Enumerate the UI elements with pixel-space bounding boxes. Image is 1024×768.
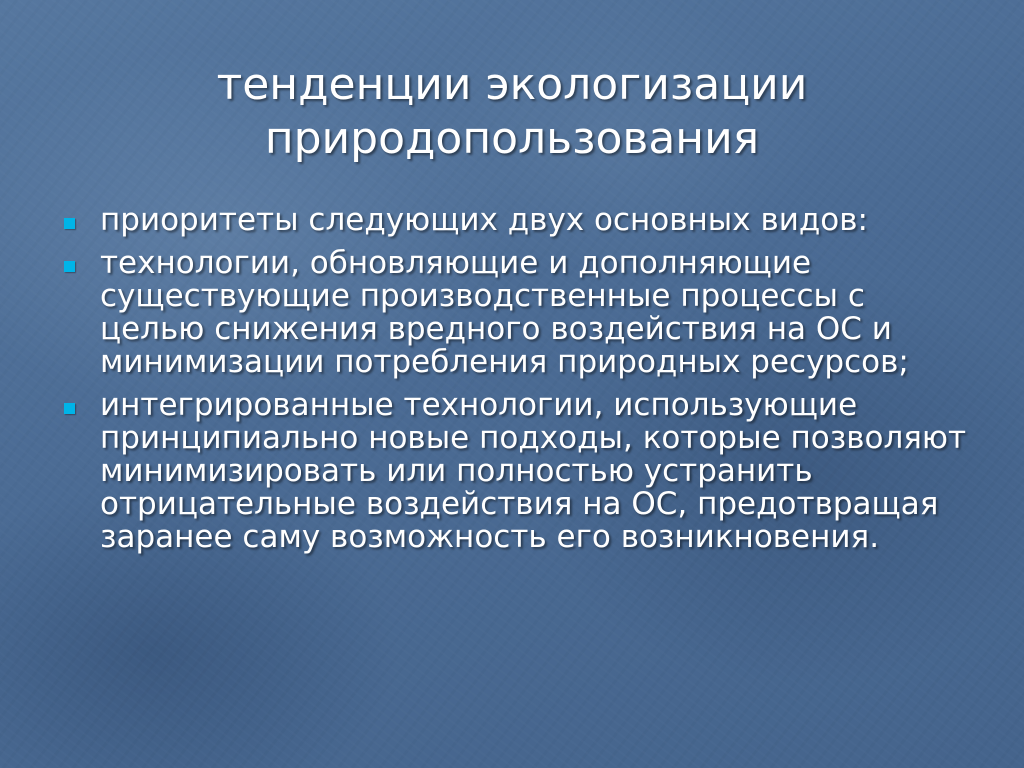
- bullet-text: технологии, обновляющие и дополняющие существующие производственные процессы с целью снижения вредного воздействия на ОС и минимизации потребления природных ресурсов;: [100, 245, 909, 380]
- square-bullet-icon: [64, 261, 75, 272]
- slide-title: тенденции экологизации природопользования: [216, 59, 808, 164]
- bullet-item: [60, 247, 970, 379]
- bullet-item: [60, 204, 970, 237]
- bullet-list: [60, 204, 970, 564]
- bullet-text: приоритеты следующих двух основных видов:: [100, 202, 868, 238]
- square-bullet-icon: [64, 218, 75, 229]
- bullet-text: интегрированные технологии, использующие принципиально новые подходы, которые позволяют минимизировать или полностью устранить отрицательные воздействия на ОС, предотвращая заранее саму возможность его возникновения.: [100, 387, 967, 555]
- square-bullet-icon: [64, 403, 75, 414]
- bullet-item: [60, 389, 970, 554]
